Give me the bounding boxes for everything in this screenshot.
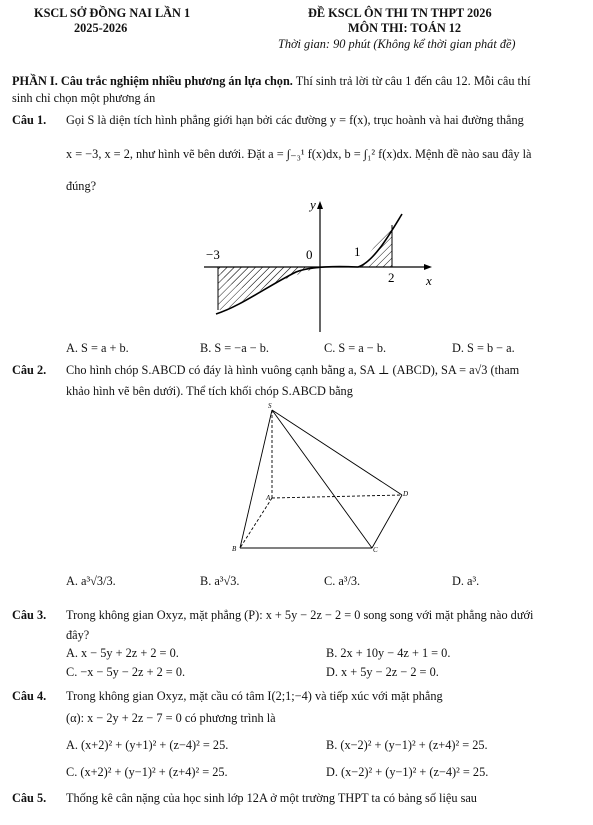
- exam-subject: MÔN THI: TOÁN 12: [348, 21, 462, 35]
- q4-line2: (α): x − 2y + 2z − 7 = 0 có phương trình là: [66, 711, 276, 725]
- school-year: 2025-2026: [74, 21, 128, 35]
- part1-intro: [12, 74, 531, 89]
- tick-two: 2: [388, 270, 395, 285]
- vertex-d: D: [403, 490, 409, 498]
- part1-title: PHẦN I. Câu trắc nghiệm nhiều phương án lựa chọn.: [12, 74, 293, 88]
- q1-line1: Gọi S là diện tích hình phẳng giới hạn bởi các đường y = f(x), trục hoành và hai đường thẳng: [66, 113, 524, 127]
- x-axis-label: x: [426, 273, 432, 288]
- q1-line3: đúng?: [66, 179, 97, 193]
- q1-label: Câu 1.: [12, 113, 47, 127]
- exam-title: ĐỀ KSCL ÔN THI TN THPT 2026: [308, 6, 492, 20]
- tick-zero: 0: [306, 247, 313, 262]
- q4-label: Câu 4.: [12, 689, 47, 703]
- q4-line1: Trong không gian Oxyz, mặt cầu có tâm I(2;1;−4) và tiếp xúc với mặt phẳng: [66, 689, 443, 703]
- vertex-a: A: [266, 494, 271, 502]
- vertex-c: C: [373, 546, 378, 554]
- q2-label: Câu 2.: [12, 363, 47, 377]
- q2-line1: Cho hình chóp S.ABCD có đáy là hình vuông cạnh bằng a, SA ⊥ (ABCD), SA = a√3 (tham: [66, 363, 520, 377]
- q2-pyramid-figure: [228, 400, 413, 560]
- q1-option-c[interactable]: C. S = a − b.: [324, 341, 387, 355]
- q5-label: Câu 5.: [12, 791, 47, 805]
- y-axis-label: y: [310, 197, 316, 212]
- q1-line2: x = −3, x = 2, như hình vẽ bên dưới. Đặt a = ∫₋₃¹ f(x)dx, b = ∫₁² f(x)dx. Mệnh đề nào sau đây là: [66, 147, 532, 161]
- part1-desc: Thí sinh trả lời từ câu 1 đến câu 12. Mỗi câu thí: [292, 74, 531, 88]
- q2-option-d[interactable]: D. a³.: [452, 574, 480, 588]
- q4-option-a[interactable]: A. (x+2)² + (y+1)² + (z−4)² = 25.: [66, 738, 229, 752]
- q2-option-a[interactable]: A. a³√3/3.: [66, 574, 116, 588]
- q2-option-c[interactable]: C. a³/3.: [324, 574, 361, 588]
- q4-option-d[interactable]: D. (x−2)² + (y−1)² + (z−4)² = 25.: [326, 765, 489, 779]
- q3-option-c[interactable]: C. −x − 5y − 2z + 2 = 0.: [66, 665, 186, 679]
- q3-option-b[interactable]: B. 2x + 10y − 4z + 1 = 0.: [326, 646, 451, 660]
- q3-line2: đây?: [66, 628, 90, 642]
- q1-option-d[interactable]: D. S = b − a.: [452, 341, 515, 355]
- vertex-s: S: [268, 402, 272, 410]
- tick-minus3: −3: [206, 247, 220, 262]
- q5-line1: Thống kê cân nặng của học sinh lớp 12A ở một trường THPT ta có bảng số liệu sau: [66, 791, 477, 805]
- q3-option-a[interactable]: A. x − 5y + 2z + 2 = 0.: [66, 646, 179, 660]
- q1-function-graph: [196, 192, 441, 338]
- q3-option-d[interactable]: D. x + 5y − 2z − 2 = 0.: [326, 665, 439, 679]
- vertex-b: B: [232, 545, 237, 553]
- q4-option-c[interactable]: C. (x+2)² + (y−1)² + (z+4)² = 25.: [66, 765, 228, 779]
- q2-line2: khảo hình vẽ bên dưới). Thể tích khối chóp S.ABCD bằng: [66, 384, 353, 398]
- exam-time: Thời gian: 90 phút (Không kể thời gian phát đề): [278, 37, 516, 51]
- q3-label: Câu 3.: [12, 608, 47, 622]
- part1-desc-line2: sinh chỉ chọn một phương án: [12, 91, 156, 105]
- q3-line1: Trong không gian Oxyz, mặt phẳng (P): x + 5y − 2z − 2 = 0 song song với mặt phẳng nào dưới: [66, 608, 534, 622]
- school-title: KSCL SỞ ĐỒNG NAI LẦN 1: [34, 6, 191, 20]
- q2-option-b[interactable]: B. a³√3.: [200, 574, 240, 588]
- tick-one: 1: [354, 244, 361, 259]
- q1-option-a[interactable]: A. S = a + b.: [66, 341, 129, 355]
- q1-option-b[interactable]: B. S = −a − b.: [200, 341, 269, 355]
- q4-option-b[interactable]: B. (x−2)² + (y−1)² + (z+4)² = 25.: [326, 738, 488, 752]
